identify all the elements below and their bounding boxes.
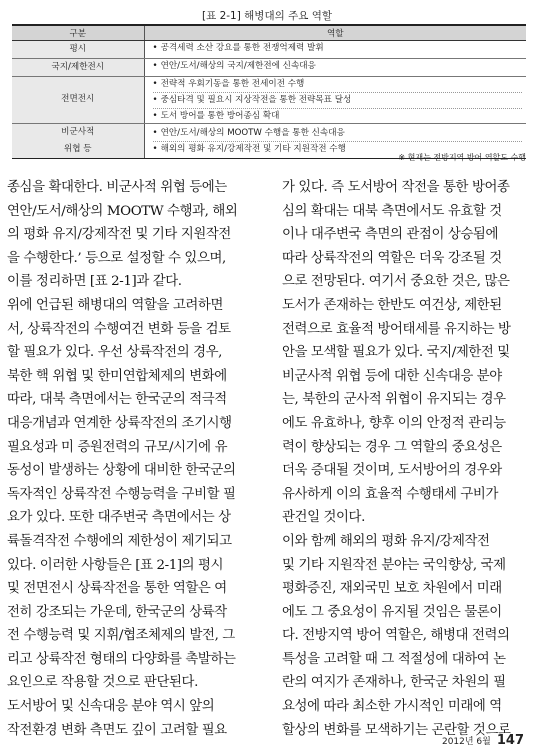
role-item (153, 77, 523, 93)
bullet-mark: • (152, 144, 158, 154)
role-text: 연안/도서/해상의 MOOTW 수행을 통한 신속대응 (160, 127, 345, 138)
category-label: 국지/제한전시 (51, 61, 105, 72)
text-line: 독자적인 상륙작전 수행능력을 구비할 필 (7, 486, 236, 502)
text-line: 및 기타 지원작전 분야는 국익향상, 국제 (282, 557, 506, 573)
text-line: 요성에 따라 최소한 가시적인 미래에 역 (282, 699, 502, 715)
table-caption: [표 2-1] 해병대의 주요 역할 (202, 10, 332, 22)
text-line: 위에 언급된 해병대의 역할을 고려하면 (7, 297, 223, 313)
role-text: 도서 방어를 통한 방어종심 확대 (160, 110, 280, 121)
text-line: 서, 상륙작전의 수행여건 변화 등을 검토 (7, 321, 231, 337)
role-item (153, 59, 523, 75)
issue-date: 2012년 6월 (441, 737, 491, 747)
text-line: 연안/도서/해상의 MOOTW 수행과, 해외 (7, 203, 238, 219)
text-line: 안을 모색할 필요가 있다. 국지/제한전 및 (282, 345, 510, 361)
text-line: 는, 북한의 군사적 위협이 유지되는 경우 (282, 392, 506, 408)
table-row (12, 40, 526, 58)
text-line: 북한 핵 위협 및 한미연합체제의 변화에 (7, 368, 227, 384)
role-item (153, 108, 523, 124)
role-item (153, 92, 523, 108)
text-line: 으로 전망된다. 여기서 중요한 것은, 많은 (282, 274, 510, 290)
category-label: 위협 등 (63, 144, 92, 154)
text-line: 도서가 존재하는 한반도 여건상, 제한된 (282, 297, 502, 313)
text-line: 유사하게 이의 효율적 수행태세 구비가 (282, 486, 498, 502)
bullet-mark: • (152, 110, 158, 121)
row-category (12, 40, 144, 58)
page-number: 147 (496, 733, 524, 748)
row-roles (144, 40, 526, 58)
text-line: 다. 전방지역 방어 역할은, 해병대 전력의 (282, 628, 510, 644)
text-line: 전 수행능력 및 지휘/협조체제의 발전, 그 (7, 628, 235, 644)
category-label: 평시 (69, 43, 87, 54)
row-category (12, 124, 144, 159)
text-line: 을 수행한다.’ 등으로 설정할 수 있으며, (7, 250, 226, 266)
header-category: 구분 (12, 25, 144, 40)
text-line: 란의 여지가 존재하나, 한국군 차원의 필 (282, 675, 506, 691)
text-line: 작전환경 변화 측면도 깊이 고려할 필요 (7, 722, 227, 738)
page-footer (442, 733, 524, 748)
role-text: 해외의 평화 유지/강제작전 및 기타 지원작전 수행 (160, 144, 346, 154)
text-line: 력이 향상되는 경우 그 역할의 중요성은 (282, 439, 502, 455)
text-line: 있다. 이러한 사항들은 [표 2-1]의 평시 (7, 557, 224, 573)
text-line: 의 평화 유지/강제작전 및 기타 지원작전 (7, 227, 231, 243)
text-line: 동성이 발생하는 상황에 대비한 한국군의 (7, 463, 236, 479)
role-item (153, 41, 523, 57)
role-item (153, 126, 523, 142)
text-line: 대응개념과 연계한 상륙작전의 조기시행 (7, 415, 232, 431)
bullet-mark: • (152, 43, 158, 54)
text-line: 특성을 고려할 때 그 적절성에 대하여 논 (282, 651, 506, 667)
bullet-mark: • (152, 61, 158, 72)
text-line: 이를 정리하면 [표 2-1]과 같다. (7, 274, 182, 290)
text-line: 종심을 확대한다. 비군사적 위협 등에는 (7, 180, 227, 195)
text-line: 필요성과 미 증원전력의 규모/시기에 유 (7, 439, 228, 455)
text-line: 따라, 대북 측면에서는 한국군의 적극적 (7, 392, 227, 408)
role-text: 전략적 우회기동을 통한 전세이전 수행 (160, 78, 305, 89)
role-text: 중심타격 및 필요시 지상작전을 통한 전략목표 달성 (160, 95, 352, 105)
text-line: 더욱 증대될 것이며, 도서방어의 경우와 (282, 463, 502, 479)
row-roles (144, 58, 526, 76)
text-line: 관건일 것이다. (282, 510, 365, 526)
text-line: 따라 상륙작전의 역할은 더욱 강조될 것 (282, 250, 502, 266)
text-line: 이나 대주변국 측면의 관점이 상승됨에 (282, 227, 498, 243)
text-line: 에도 그 중요성이 유지될 것임은 물론이 (282, 604, 502, 620)
category-label: 비군사적 (61, 127, 95, 137)
table-row (12, 76, 526, 124)
role-text: 연안/도서/해상의 국지/제한전에 신속대응 (160, 61, 316, 72)
text-line: 이와 함께 해외의 평화 유지/강제작전 (282, 533, 490, 549)
text-line: 및 전면전시 상륙작전을 통한 역할은 여 (7, 581, 227, 597)
text-line: 리고 상륙작전 형태의 다양화를 촉발하는 (7, 651, 236, 667)
text-line: 전력으로 효율적 방어태세를 유지하는 방 (282, 321, 511, 337)
text-line: 전히 강조되는 가운데, 한국군의 상륙작 (7, 604, 227, 620)
role-table (12, 24, 526, 159)
table-note: ※ 현재는 전방지역 방어 역할도 수행 (398, 153, 526, 162)
body-column-left (7, 176, 253, 742)
role-text: 공격세력 소산 강요를 통한 전쟁억제력 발휘 (160, 43, 324, 54)
bullet-mark: • (152, 95, 158, 105)
text-line: 륙돌격작전 수행에의 제한성이 제기되고 (7, 533, 232, 549)
text-line: 평화증진, 재외국민 보호 차원에서 미래 (282, 581, 502, 597)
text-line: 비군사적 위협 등에 대한 신속대응 분야 (282, 368, 502, 384)
header-role: 역할 (144, 25, 526, 40)
text-line: 요가 있다. 또한 대주변국 측면에서는 상 (7, 510, 231, 526)
category-label: 전면전시 (61, 94, 95, 105)
row-category (12, 76, 144, 124)
table-row (12, 58, 526, 76)
row-roles (144, 76, 526, 124)
row-category (12, 58, 144, 76)
text-line: 요인으로 작용할 것으로 판단된다. (7, 675, 198, 691)
text-line: 가 있다. 즉 도서방어 작전을 통한 방어종 (282, 180, 510, 195)
text-line: 도서방어 및 신속대응 분야 역시 앞의 (7, 699, 215, 715)
text-line: 에도 유효하나, 향후 이의 안정적 관리능 (282, 415, 506, 431)
text-line: 할상의 변화를 모색하기는 곤란할 것으로 (282, 722, 511, 738)
text-line: 할 필요가 있다. 우선 상륙작전의 경우, (7, 345, 223, 361)
bullet-mark: • (152, 127, 158, 138)
bullet-mark: • (152, 78, 158, 89)
text-line: 심의 확대는 대북 측면에서도 유효할 것 (282, 203, 502, 219)
body-column-right (282, 176, 528, 742)
